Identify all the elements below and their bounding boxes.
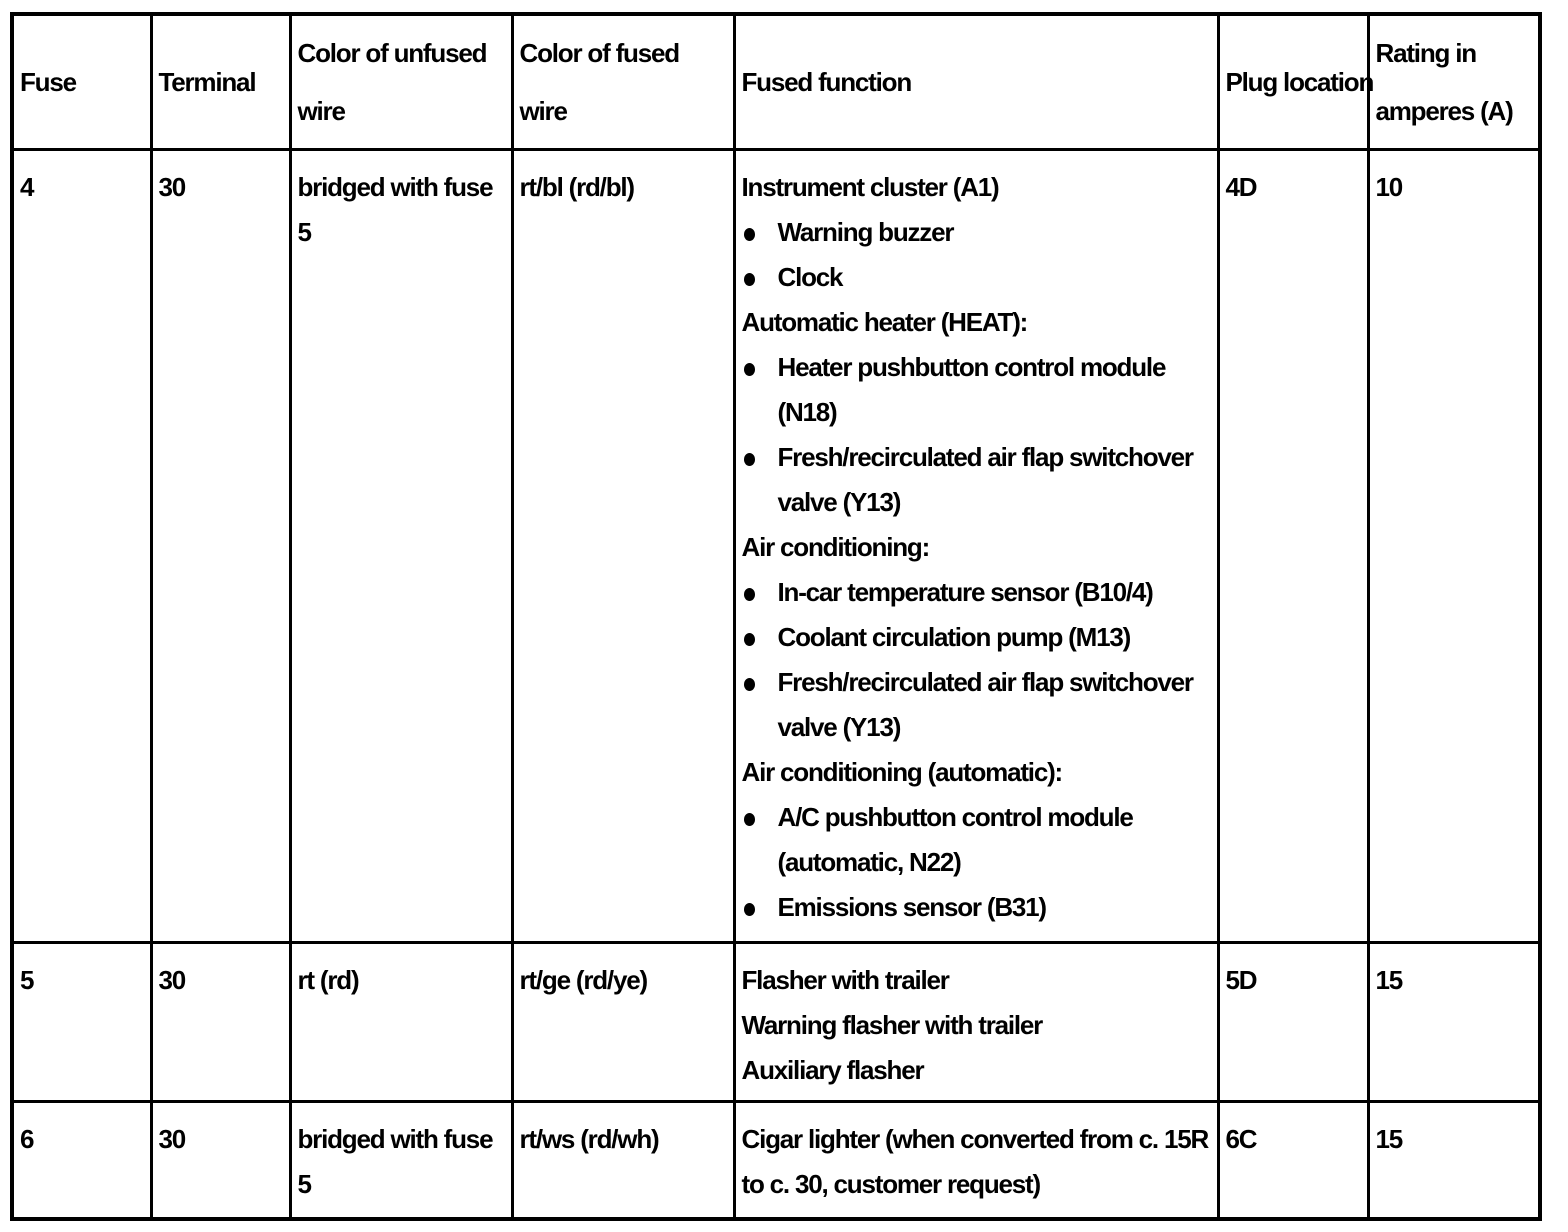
header-row	[12, 14, 1540, 150]
table-row	[12, 1102, 1540, 1220]
cell-terminal: 30	[151, 943, 290, 1102]
cell-color-fused: rt/bl (rd/bl)	[512, 150, 734, 943]
function-bullet-item: Heater pushbutton control module (N18)	[742, 345, 1211, 435]
cell-terminal: 30	[151, 1102, 290, 1220]
function-heading: Automatic heater (HEAT):	[741, 307, 1028, 337]
cell-fuse: 5	[12, 943, 151, 1102]
function-heading: Cigar lighter (when converted from c. 15R to c. 30, customer request)	[741, 1124, 1209, 1199]
function-bullet-item: Fresh/recirculated air flap switchover valve (Y13)	[742, 660, 1211, 750]
function-bullet-item: Clock	[742, 255, 1211, 300]
header-color-unfused: Color of unfused wire	[290, 14, 512, 150]
cell-rating: 15	[1368, 943, 1540, 1102]
function-bullet-item: Warning buzzer	[742, 210, 1211, 255]
function-heading: Flasher with trailer	[741, 965, 949, 995]
function-heading: Air conditioning:	[741, 532, 930, 562]
table-row	[12, 150, 1540, 943]
cell-rating: 10	[1368, 150, 1540, 943]
header-plug-location: Plug location	[1218, 14, 1368, 150]
cell-color-unfused: rt (rd)	[290, 943, 512, 1102]
header-color-fused: Color of fused wire	[512, 14, 734, 150]
cell-color-unfused: bridged with fuse 5	[290, 150, 512, 943]
header-rating: Rating in amperes (A)	[1368, 14, 1540, 150]
function-heading: Warning flasher with trailer	[741, 1010, 1043, 1040]
cell-color-unfused: bridged with fuse 5	[290, 1102, 512, 1220]
header-fuse: Fuse	[12, 14, 151, 150]
function-heading: Auxiliary flasher	[741, 1055, 924, 1085]
cell-terminal: 30	[151, 150, 290, 943]
function-bullet-item: A/C pushbutton control module (automatic, N22)	[742, 795, 1211, 885]
cell-plug-location: 6C	[1218, 1102, 1368, 1220]
table-row	[12, 943, 1540, 1102]
function-heading: Air conditioning (automatic):	[741, 757, 1063, 787]
function-bullet-item: In-car temperature sensor (B10/4)	[742, 570, 1211, 615]
cell-fuse: 6	[12, 1102, 151, 1220]
header-fused-function: Fused function	[734, 14, 1218, 150]
cell-color-fused: rt/ws (rd/wh)	[512, 1102, 734, 1220]
fuse-table	[10, 12, 1542, 1221]
cell-rating: 15	[1368, 1102, 1540, 1220]
function-heading: Instrument cluster (A1)	[741, 172, 999, 202]
cell-plug-location: 4D	[1218, 150, 1368, 943]
cell-color-fused: rt/ge (rd/ye)	[512, 943, 734, 1102]
cell-fused-function	[734, 1102, 1218, 1220]
function-bullet-item: Fresh/recirculated air flap switchover valve (Y13)	[742, 435, 1211, 525]
function-bullet-item: Coolant circulation pump (M13)	[742, 615, 1211, 660]
cell-fused-function	[734, 150, 1218, 943]
cell-fuse: 4	[12, 150, 151, 943]
header-terminal: Terminal	[151, 14, 290, 150]
cell-fused-function	[734, 943, 1218, 1102]
function-bullet-item: Emissions sensor (B31)	[742, 885, 1211, 930]
cell-plug-location: 5D	[1218, 943, 1368, 1102]
